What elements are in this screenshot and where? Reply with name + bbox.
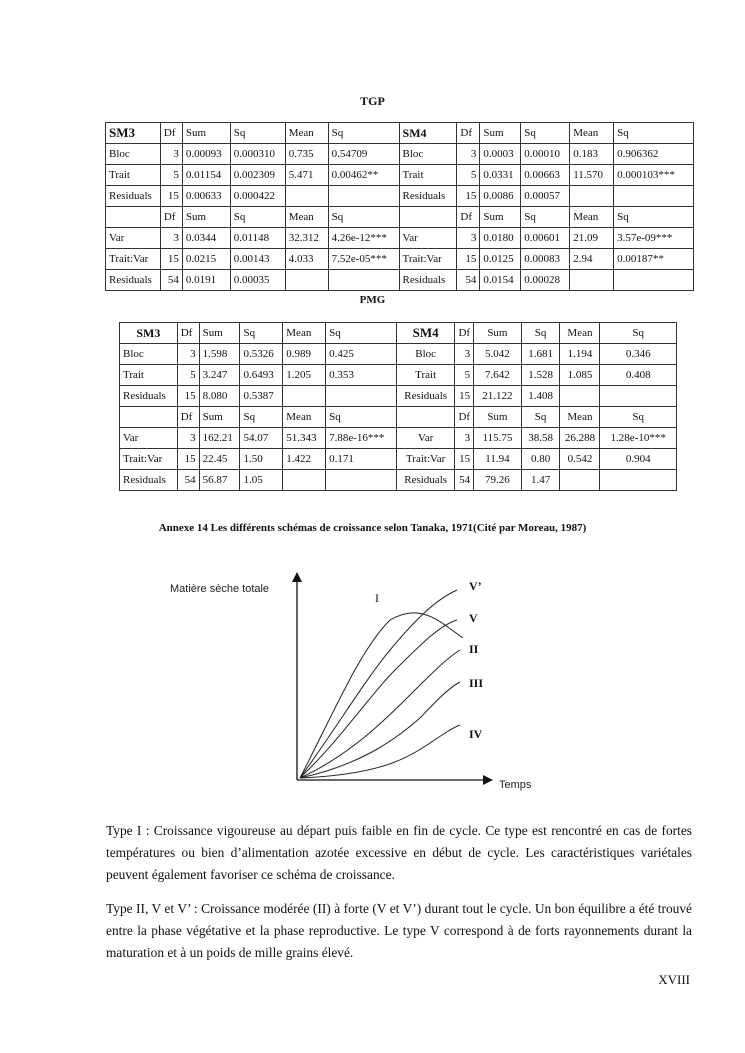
- table-row: [106, 228, 694, 249]
- table-cell: 1.194: [560, 344, 600, 365]
- table-cell: 11.94: [474, 449, 522, 470]
- table-cell: 7.88e-16***: [326, 428, 397, 449]
- y-axis-arrow: [292, 572, 302, 582]
- table-cell: [283, 386, 326, 407]
- table-cell: 22.45: [199, 449, 240, 470]
- table-row: [120, 449, 677, 470]
- table-cell: Trait: [106, 165, 161, 186]
- table-cell: Var: [399, 228, 457, 249]
- table-row: [120, 428, 677, 449]
- table-cell: Var: [106, 228, 161, 249]
- table-cell: 5: [457, 165, 480, 186]
- table-cell: 162.21: [199, 428, 240, 449]
- table-cell: 0.00633: [182, 186, 230, 207]
- table-cell: Residuals: [396, 386, 455, 407]
- table-header-cell: Df: [160, 123, 182, 144]
- table-header-row: [106, 207, 694, 228]
- table-model-label: SM3: [120, 323, 178, 344]
- table-header-cell: Mean: [570, 207, 614, 228]
- table-cell: 15: [455, 449, 474, 470]
- table-cell: [560, 386, 600, 407]
- table-cell: 15: [457, 249, 480, 270]
- table-cell: 1.05: [240, 470, 283, 491]
- table-cell: 3.57e-09***: [614, 228, 694, 249]
- table-header-cell: Mean: [283, 323, 326, 344]
- table-row: [106, 186, 694, 207]
- table-header-cell: Df: [455, 323, 474, 344]
- table-cell: Trait:Var: [120, 449, 178, 470]
- table-cell: 1.50: [240, 449, 283, 470]
- table-cell: [283, 470, 326, 491]
- table-cell: [285, 270, 328, 291]
- table-cell: 1.085: [560, 365, 600, 386]
- table-cell: 5: [177, 365, 199, 386]
- table-cell: 3: [160, 228, 182, 249]
- table-cell: 3: [457, 228, 480, 249]
- table-cell: [600, 470, 677, 491]
- table-cell: [285, 186, 328, 207]
- table-header-cell: Sum: [474, 407, 522, 428]
- table-cell: 0.0344: [182, 228, 230, 249]
- curve-II: [300, 650, 460, 778]
- table-cell: 3: [160, 144, 182, 165]
- curve-IV: [300, 725, 460, 778]
- table-row: [120, 365, 677, 386]
- x-axis-label: Temps: [499, 779, 532, 791]
- table-cell: 0.00010: [521, 144, 570, 165]
- table-cell: Residuals: [106, 186, 161, 207]
- table-cell: [328, 186, 399, 207]
- table-row: [120, 344, 677, 365]
- table-cell: 4.26e-12***: [328, 228, 399, 249]
- table-cell: 0.00057: [521, 186, 570, 207]
- table-row: [106, 270, 694, 291]
- table-model-label: SM4: [399, 123, 457, 144]
- table-header-row: [120, 323, 677, 344]
- table-cell: 0.80: [521, 449, 560, 470]
- table-row: [106, 165, 694, 186]
- table-cell: 115.75: [474, 428, 522, 449]
- table-cell: 0.906362: [614, 144, 694, 165]
- table-cell: 54: [177, 470, 199, 491]
- table-cell: Residuals: [106, 270, 161, 291]
- tgp-anova-table: [105, 122, 694, 291]
- table-header-cell: Df: [177, 323, 199, 344]
- table-row: [106, 249, 694, 270]
- table-cell: 0.5326: [240, 344, 283, 365]
- table-cell: 4.033: [285, 249, 328, 270]
- tgp-title: TGP: [360, 94, 385, 108]
- table-header-cell: Mean: [570, 123, 614, 144]
- table-header-cell: [106, 207, 161, 228]
- table-cell: 21.09: [570, 228, 614, 249]
- page-number: XVIII: [658, 972, 690, 987]
- table-cell: Bloc: [396, 344, 455, 365]
- table-cell: 15: [177, 449, 199, 470]
- curve-label-I: I: [375, 591, 379, 605]
- table-header-cell: [396, 407, 455, 428]
- table-cell: 0.6493: [240, 365, 283, 386]
- table-cell: 8.080: [199, 386, 240, 407]
- table-cell: 1.598: [199, 344, 240, 365]
- curve-V: [300, 620, 457, 778]
- table-header-cell: Sq: [600, 323, 677, 344]
- table-header-cell: Df: [455, 407, 474, 428]
- table-header-cell: [399, 207, 457, 228]
- curve-label-V: V: [469, 611, 478, 625]
- table-cell: 1.28e-10***: [600, 428, 677, 449]
- table-cell: 15: [455, 386, 474, 407]
- table-cell: Trait:Var: [106, 249, 161, 270]
- table-cell: 5: [455, 365, 474, 386]
- table-cell: 0.425: [326, 344, 397, 365]
- table-cell: Residuals: [120, 386, 178, 407]
- table-header-cell: Sq: [230, 123, 285, 144]
- table-cell: Residuals: [399, 186, 457, 207]
- table-cell: 0.0003: [480, 144, 521, 165]
- table-cell: 1.528: [521, 365, 560, 386]
- table-cell: 0.183: [570, 144, 614, 165]
- table-cell: 5.471: [285, 165, 328, 186]
- table-cell: [614, 270, 694, 291]
- table-cell: 3.247: [199, 365, 240, 386]
- table-cell: 3: [177, 428, 199, 449]
- table-cell: 0.00187**: [614, 249, 694, 270]
- table-cell: 0.408: [600, 365, 677, 386]
- table-header-cell: Sum: [182, 207, 230, 228]
- table-header-cell: Df: [160, 207, 182, 228]
- table-cell: 0.00663: [521, 165, 570, 186]
- table-cell: 1.422: [283, 449, 326, 470]
- table-cell: 54.07: [240, 428, 283, 449]
- table-row: [106, 144, 694, 165]
- table-cell: Var: [396, 428, 455, 449]
- table-header-row: [106, 123, 694, 144]
- table-cell: 0.00093: [182, 144, 230, 165]
- table-cell: 26.288: [560, 428, 600, 449]
- table-header-cell: Sq: [614, 207, 694, 228]
- table-cell: 0.0154: [480, 270, 521, 291]
- paragraph-type-II-V: Type II, V et V’ : Croissance modérée (II) à forte (V et V’) durant tout le cycle. Un bon équilibre a été trouvé entre la phase végétative et la phase reproductive. Le type V correspond à de forts rayonnements durant la maturation et à un poids de mille grains élevé.: [106, 901, 692, 960]
- table-cell: 54: [160, 270, 182, 291]
- table-cell: 38.58: [521, 428, 560, 449]
- table-cell: 0.5387: [240, 386, 283, 407]
- table-cell: 1.205: [283, 365, 326, 386]
- table-cell: Trait: [120, 365, 178, 386]
- table-cell: 7.52e-05***: [328, 249, 399, 270]
- table-header-cell: Sq: [521, 207, 570, 228]
- table-header-cell: Sq: [326, 407, 397, 428]
- table-header-cell: Mean: [283, 407, 326, 428]
- table-row: [120, 470, 677, 491]
- table-header-cell: Sq: [240, 323, 283, 344]
- table-cell: 56.87: [199, 470, 240, 491]
- x-axis-arrow: [483, 775, 493, 785]
- table-header-cell: Sq: [328, 207, 399, 228]
- table-cell: 0.0331: [480, 165, 521, 186]
- table-header-row: [120, 407, 677, 428]
- table-header-cell: Sq: [326, 323, 397, 344]
- curve-label-IV: IV: [469, 727, 483, 741]
- table-cell: [614, 186, 694, 207]
- table-cell: 0.542: [560, 449, 600, 470]
- pmg-anova-table: [119, 322, 677, 491]
- table-cell: 0.0191: [182, 270, 230, 291]
- table-cell: Trait: [396, 365, 455, 386]
- table-cell: [326, 386, 397, 407]
- table-cell: 15: [457, 186, 480, 207]
- table-cell: 54: [455, 470, 474, 491]
- table-header-cell: Sq: [521, 407, 560, 428]
- table-cell: 15: [177, 386, 199, 407]
- table-cell: 0.904: [600, 449, 677, 470]
- table-cell: 0.002309: [230, 165, 285, 186]
- table-cell: 1.681: [521, 344, 560, 365]
- table-cell: 0.171: [326, 449, 397, 470]
- table-cell: 79.26: [474, 470, 522, 491]
- table-cell: 3: [457, 144, 480, 165]
- table-cell: 0.346: [600, 344, 677, 365]
- table-cell: 7.642: [474, 365, 522, 386]
- table-cell: 0.00601: [521, 228, 570, 249]
- table-cell: Residuals: [396, 470, 455, 491]
- table-cell: 32.312: [285, 228, 328, 249]
- table-cell: Var: [120, 428, 178, 449]
- table-cell: Trait: [399, 165, 457, 186]
- paragraph-type-I: Type I : Croissance vigoureuse au départ puis faible en fin de cycle. Ce type est rencontré en cas de fortes températures ou bien d’alimentation azotée excessive en début de cycle. Les caractéristiques variétales peuvent également favoriser ce schéma de croissance.: [106, 823, 692, 882]
- table-cell: 3: [177, 344, 199, 365]
- table-header-cell: Sum: [199, 407, 240, 428]
- table-cell: 0.00035: [230, 270, 285, 291]
- table-cell: 1.47: [521, 470, 560, 491]
- table-header-cell: Sq: [600, 407, 677, 428]
- table-header-cell: Sq: [521, 323, 560, 344]
- table-header-cell: Mean: [560, 323, 600, 344]
- table-cell: Residuals: [399, 270, 457, 291]
- table-header-cell: Sq: [230, 207, 285, 228]
- table-header-cell: Mean: [560, 407, 600, 428]
- table-header-cell: Sum: [480, 207, 521, 228]
- table-cell: 0.01154: [182, 165, 230, 186]
- table-cell: 3: [455, 344, 474, 365]
- table-cell: Residuals: [120, 470, 178, 491]
- table-cell: 0.54709: [328, 144, 399, 165]
- table-cell: Trait:Var: [396, 449, 455, 470]
- table-header-cell: Sq: [521, 123, 570, 144]
- table-header-cell: Df: [457, 123, 480, 144]
- table-header-cell: Sum: [182, 123, 230, 144]
- table-cell: Bloc: [106, 144, 161, 165]
- table-header-cell: [120, 407, 178, 428]
- table-header-cell: Df: [457, 207, 480, 228]
- table-cell: 0.000103***: [614, 165, 694, 186]
- table-cell: 0.735: [285, 144, 328, 165]
- table-model-label: SM4: [396, 323, 455, 344]
- table-cell: 0.00462**: [328, 165, 399, 186]
- table-cell: 3: [455, 428, 474, 449]
- table-cell: 0.989: [283, 344, 326, 365]
- table-cell: 5.042: [474, 344, 522, 365]
- table-cell: 0.000422: [230, 186, 285, 207]
- table-cell: 1.408: [521, 386, 560, 407]
- table-cell: Trait:Var: [399, 249, 457, 270]
- table-cell: 51.343: [283, 428, 326, 449]
- table-cell: 0.01148: [230, 228, 285, 249]
- table-header-cell: Df: [177, 407, 199, 428]
- table-cell: 0.353: [326, 365, 397, 386]
- table-row: [120, 386, 677, 407]
- table-cell: 54: [457, 270, 480, 291]
- table-header-cell: Sq: [614, 123, 694, 144]
- table-cell: 0.0180: [480, 228, 521, 249]
- table-header-cell: Mean: [285, 207, 328, 228]
- table-cell: 0.00028: [521, 270, 570, 291]
- table-header-cell: Sum: [480, 123, 521, 144]
- table-cell: [560, 470, 600, 491]
- table-cell: [570, 270, 614, 291]
- table-cell: 0.000310: [230, 144, 285, 165]
- table-model-label: SM3: [106, 123, 161, 144]
- table-cell: 0.0086: [480, 186, 521, 207]
- growth-curves-figure: [165, 570, 545, 800]
- table-cell: [328, 270, 399, 291]
- table-cell: 0.0125: [480, 249, 521, 270]
- table-header-cell: Sq: [328, 123, 399, 144]
- table-cell: 2.94: [570, 249, 614, 270]
- table-cell: 0.00083: [521, 249, 570, 270]
- pmg-title: PMG: [359, 294, 386, 306]
- curve-label-II: II: [469, 642, 479, 656]
- table-header-cell: Sq: [240, 407, 283, 428]
- table-cell: 5: [160, 165, 182, 186]
- table-cell: 21.122: [474, 386, 522, 407]
- curve-label-V-prime: V’: [469, 579, 482, 593]
- table-cell: 15: [160, 186, 182, 207]
- y-axis-label: Matière sèche totale: [170, 583, 270, 595]
- table-cell: 15: [160, 249, 182, 270]
- table-header-cell: Mean: [285, 123, 328, 144]
- table-header-cell: Sum: [199, 323, 240, 344]
- table-cell: 11.570: [570, 165, 614, 186]
- table-cell: 0.00143: [230, 249, 285, 270]
- annex-caption: Annexe 14 Les différents schémas de croissance selon Tanaka, 1971(Cité par Moreau, 1987): [158, 522, 587, 534]
- table-cell: 0.0215: [182, 249, 230, 270]
- table-cell: [600, 386, 677, 407]
- curve-label-III: III: [469, 676, 484, 690]
- table-cell: Bloc: [399, 144, 457, 165]
- table-header-cell: Sum: [474, 323, 522, 344]
- table-cell: Bloc: [120, 344, 178, 365]
- table-cell: [326, 470, 397, 491]
- table-cell: [570, 186, 614, 207]
